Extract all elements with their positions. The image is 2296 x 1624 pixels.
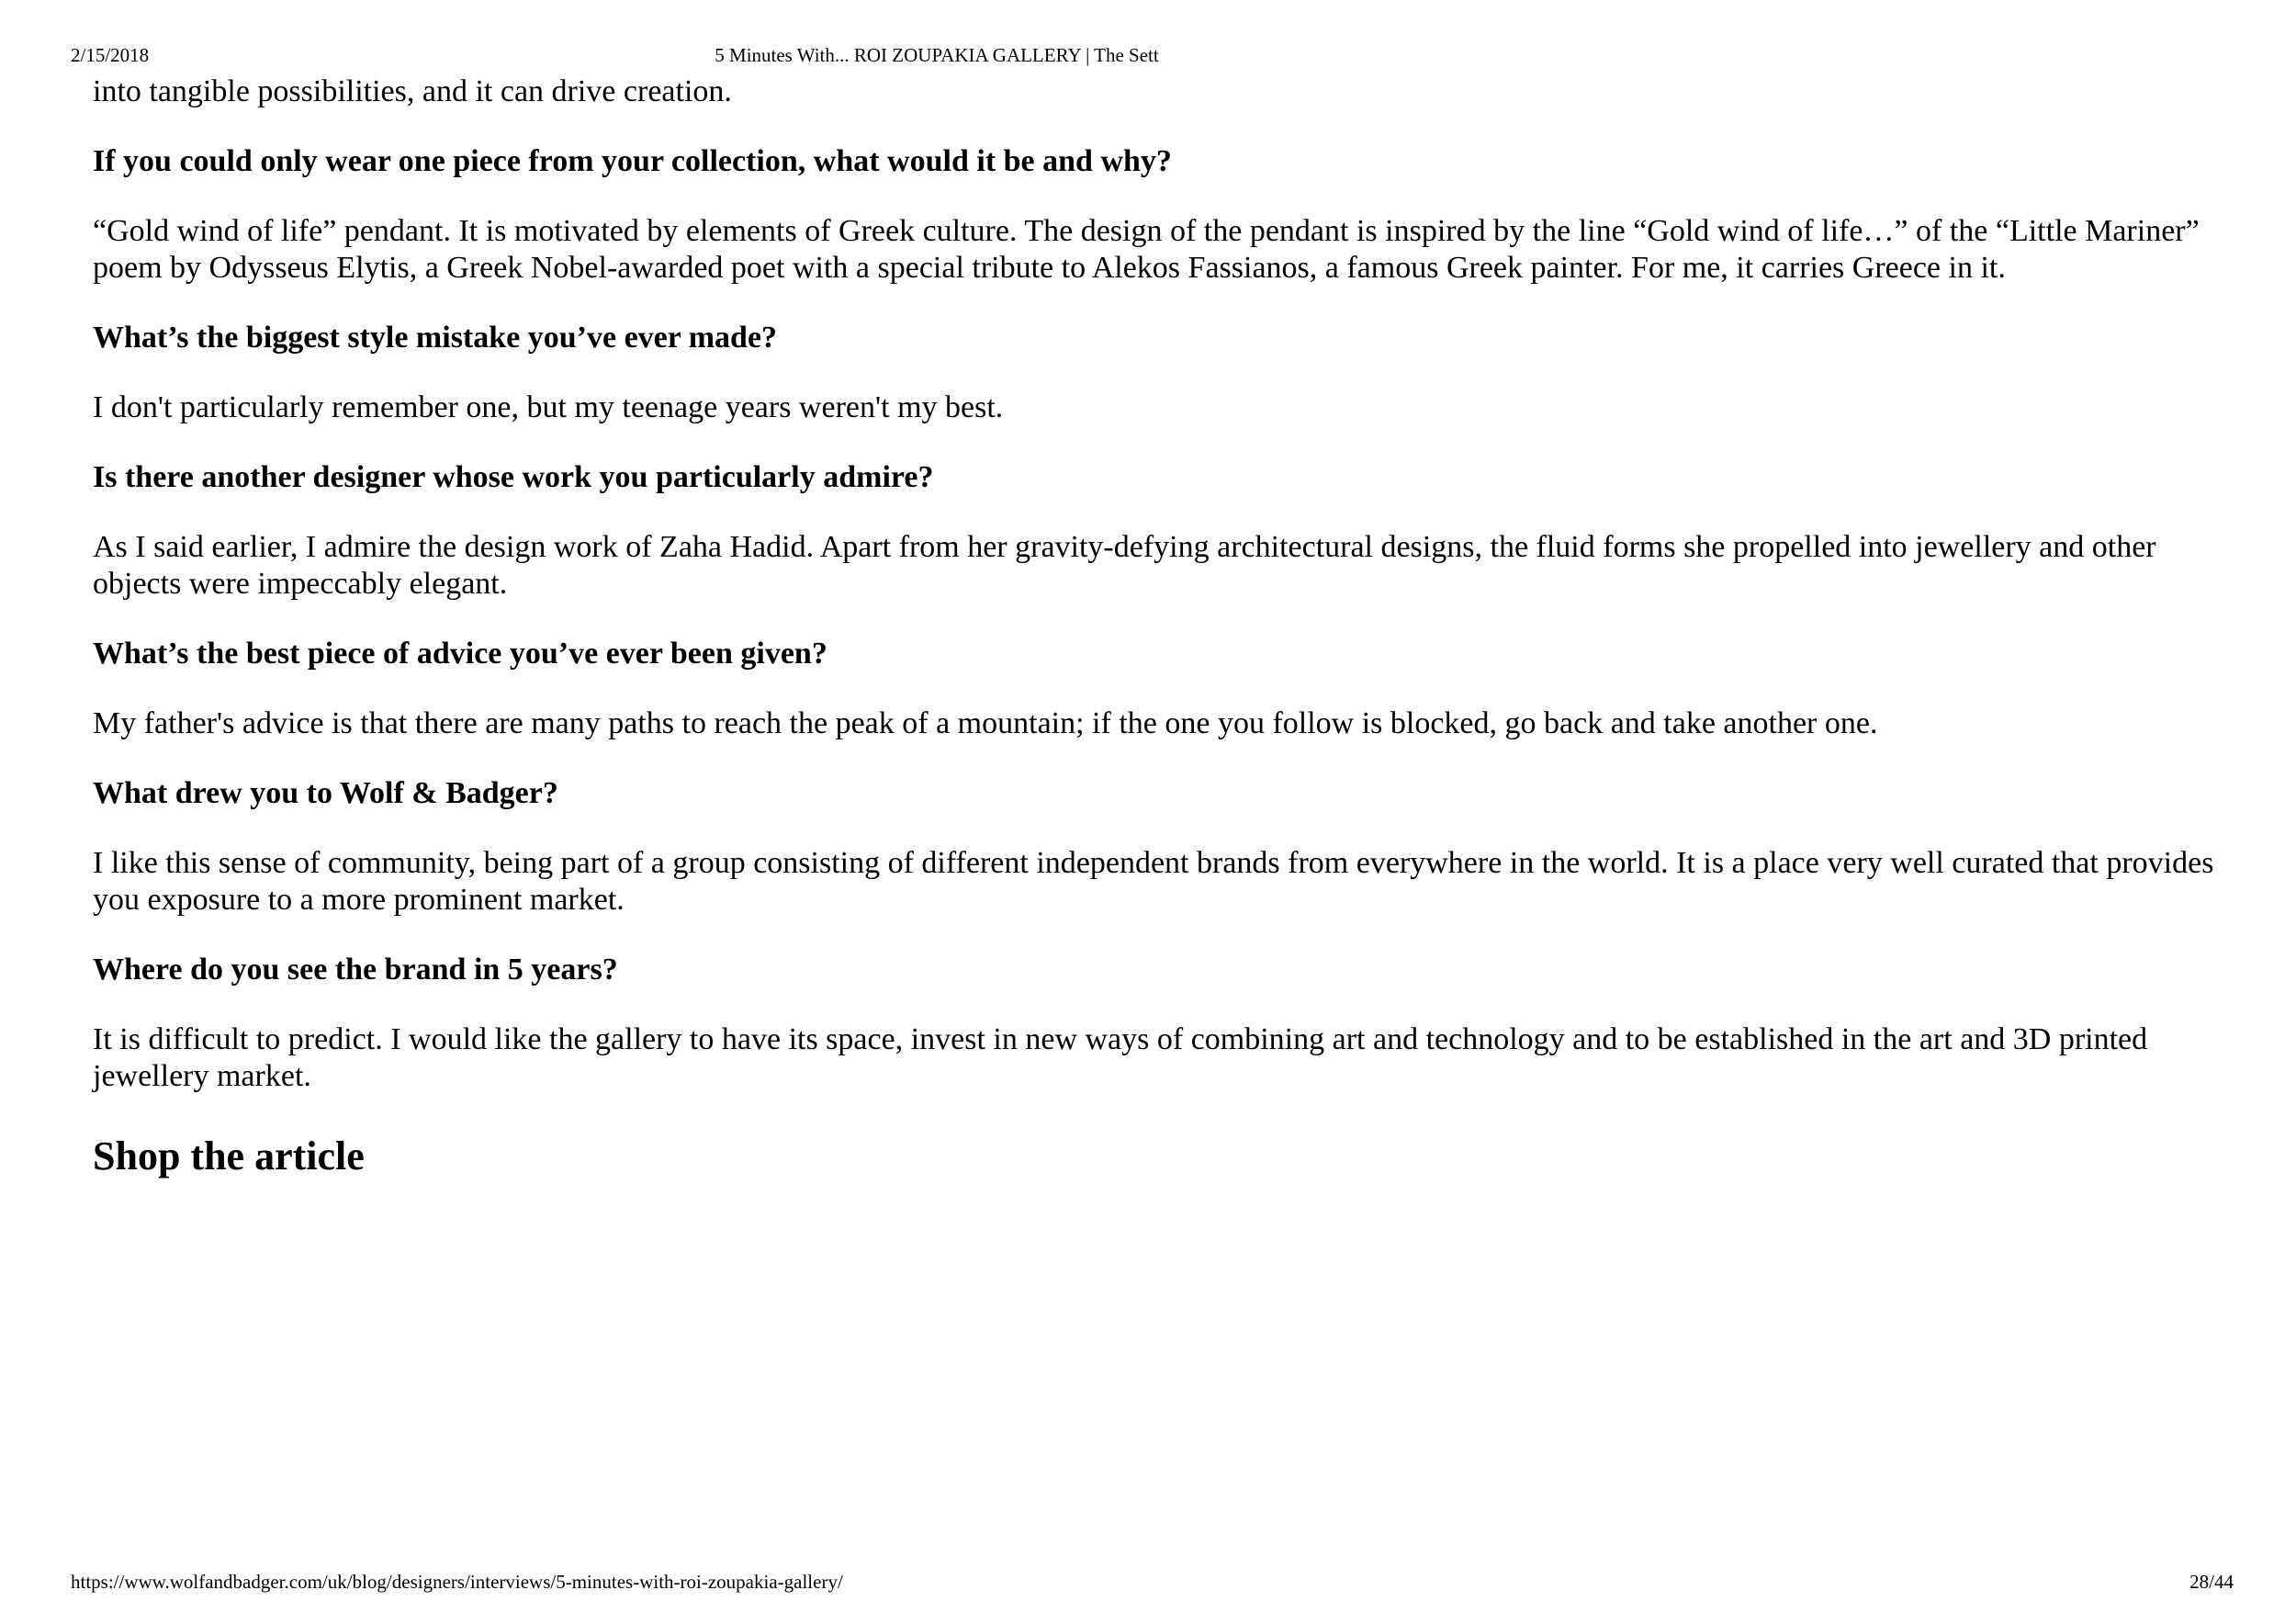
shop-the-article-heading: Shop the article	[93, 1133, 365, 1179]
print-url: https://www.wolfandbadger.com/uk/blog/designers/interviews/5-minutes-with-roi-zoupakia-gallery/	[71, 1571, 843, 1593]
article-body	[93, 73, 2233, 1181]
question-5: What drew you to Wolf & Badger?	[93, 776, 558, 810]
question-6: Where do you see the brand in 5 years?	[93, 953, 618, 987]
print-date: 2/15/2018	[71, 44, 150, 66]
question-2: What’s the biggest style mistake you’ve ever made?	[93, 321, 778, 355]
page-number: 28/44	[2189, 1571, 2234, 1593]
answer-3: As I said earlier, I admire the design work of Zaha Hadid. Apart from her gravity-defying architectural designs, the fluid forms she propelled into jewellery and other objects were impeccably elegant.	[93, 530, 2156, 601]
print-page-title: 5 Minutes With... ROI ZOUPAKIA GALLERY | The Sett	[715, 44, 1159, 66]
answer-5: I like this sense of community, being part of a group consisting of different independent brands from everywhere in the world. It is a place very well curated that provides you exposure to a more prominent market.	[93, 846, 2214, 917]
print-footer	[0, 1563, 2296, 1600]
answer-2: I don't particularly remember one, but my teenage years weren't my best.	[93, 390, 1004, 424]
question-3: Is there another designer whose work you particularly admire?	[93, 460, 934, 494]
answer-4: My father's advice is that there are many paths to reach the peak of a mountain; if the one you follow is blocked, go back and take another one.	[93, 706, 1878, 740]
answer-6: It is difficult to predict. I would like the gallery to have its space, invest in new ways of combining art and technology and to be established in the art and 3D printed jewellery market.	[93, 1022, 2148, 1093]
question-1: If you could only wear one piece from your collection, what would it be and why?	[93, 144, 1172, 178]
question-4: What’s the best piece of advice you’ve ever been given?	[93, 637, 827, 671]
answer-1: “Gold wind of life” pendant. It is motivated by elements of Greek culture. The design of the pendant is inspired by the line “Gold wind of life…” of the “Little Mariner” poem by Odysseus Elytis, a Greek Nobel-awarded poet with a special tribute to Alekos Fassianos, a famous Greek painter. For me, it carries Greece in it.	[93, 214, 2200, 285]
print-header	[0, 37, 2296, 73]
paragraph-continuation: into tangible possibilities, and it can drive creation.	[93, 74, 732, 108]
